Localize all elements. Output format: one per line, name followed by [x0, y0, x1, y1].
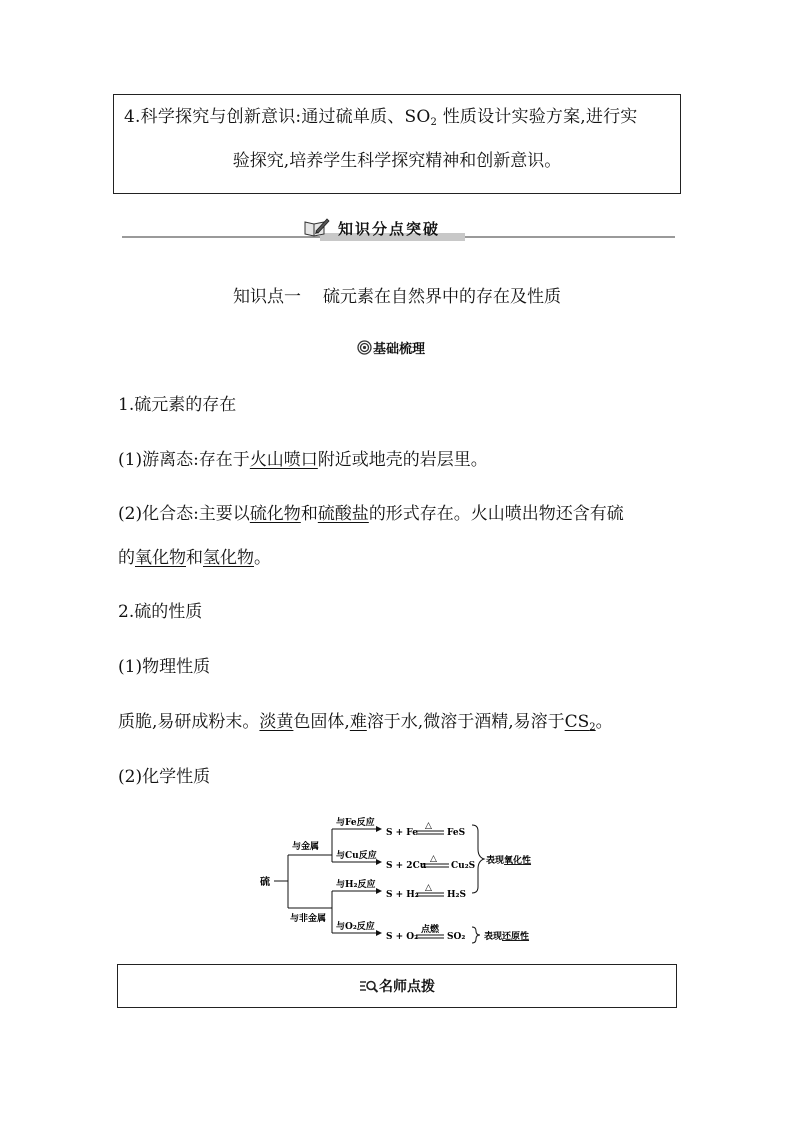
magnifier-list-icon: [359, 979, 379, 993]
objective-line-2: 验探究,培养学生科学探究精神和创新意识。: [232, 151, 562, 171]
sec1-heading: 1.硫元素的存在: [118, 395, 237, 415]
knowledge-point-title: 知识点一 硫元素在自然界中的存在及性质: [233, 287, 561, 307]
react-o2: 与O₂反应: [336, 922, 375, 932]
teacher-tip-header: 名师点拨: [118, 976, 676, 996]
objective-line-1: 4.科学探究与创新意识:通过硫单质、$SO_2$ 性质设计实验方案,进行实: [124, 107, 638, 128]
reducing-label: 表现还原性: [484, 932, 530, 942]
basics-label: 基础梳理: [357, 338, 425, 357]
eq-cu-left: S + 2Cu: [386, 861, 427, 871]
oxidizing-label: 表现氧化性: [486, 856, 532, 866]
section-banner: [300, 216, 470, 242]
objective-box: [113, 94, 681, 194]
branch-nonmetal: 与非金属: [290, 914, 327, 924]
eq-h2-left: S + H₂: [386, 890, 419, 900]
diagram-root: 硫: [260, 877, 270, 888]
eq-fe-right: FeS: [447, 828, 466, 838]
sulfur-reaction-diagram: [250, 805, 550, 945]
physical-properties: 质脆,易研成粉末。淡黄色固体,难溶于水,微溶于酒精,易溶于$CS_2$。: [118, 712, 613, 733]
sec2-heading: 2.硫的性质: [118, 602, 203, 622]
eq-o2-cond: 点燃: [421, 925, 440, 935]
react-fe: 与Fe反应: [336, 818, 375, 828]
combined-state-line-1: (2)化合态:主要以硫化物和硫酸盐的形式存在。火山喷出物还含有硫: [118, 504, 624, 524]
teacher-tip-box: [117, 964, 677, 1008]
eq-cu-cond: △: [430, 854, 437, 864]
chemical-heading: (2)化学性质: [118, 767, 211, 787]
eq-h2-cond: △: [425, 883, 432, 893]
branch-metal: 与金属: [292, 842, 320, 852]
pen-book-icon: [302, 216, 330, 240]
combined-state-line-2: 的氧化物和氢化物。: [118, 548, 271, 568]
physical-heading: (1)物理性质: [118, 657, 211, 677]
react-h2: 与H₂反应: [336, 880, 376, 890]
eq-fe-cond: △: [425, 821, 432, 831]
eq-cu-right: Cu₂S: [451, 861, 476, 871]
eq-fe-left: S + Fe: [386, 828, 418, 838]
eq-o2-left: S + O₂: [386, 932, 419, 942]
react-cu: 与Cu反应: [336, 851, 377, 861]
concentric-circle-icon: [357, 340, 372, 355]
free-state-line: (1)游离态:存在于火山喷口附近或地壳的岩层里。: [118, 450, 488, 470]
banner-title: 知识分点突破: [338, 220, 441, 238]
eq-h2-right: H₂S: [447, 890, 466, 900]
eq-o2-right: SO₂: [447, 932, 466, 942]
